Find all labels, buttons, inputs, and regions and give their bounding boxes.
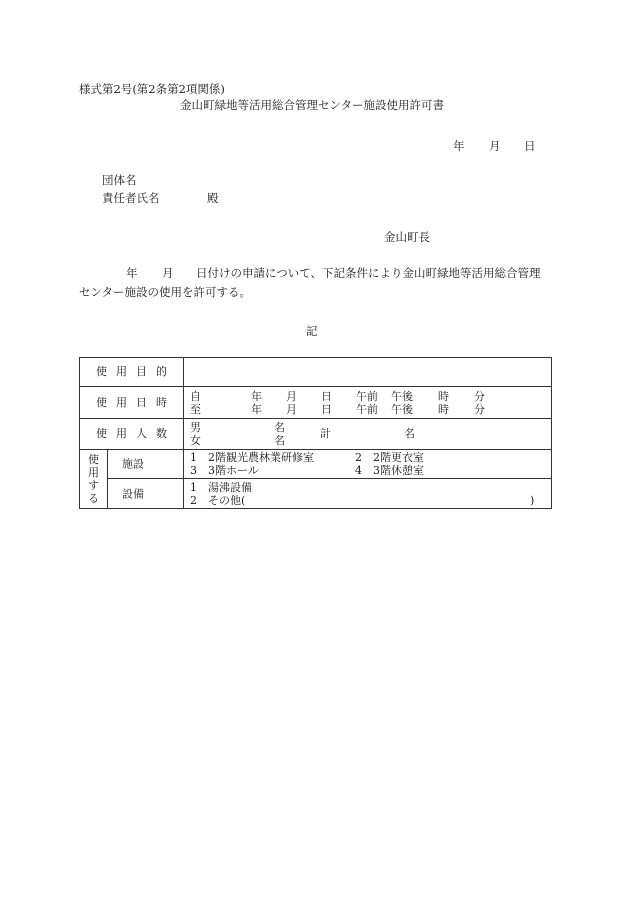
female-label: 女 [190,434,201,447]
total-label: 計 [320,427,331,440]
use-group-label: 使 用 す る [80,450,108,509]
equipment-1-name: 湯沸設備 [208,480,252,494]
equipment-2-num: 2 [190,493,197,507]
equipment-line-1 [190,481,551,494]
facility-label: 施設 [108,450,184,479]
people-row-female [190,434,551,447]
equipment-1-num: 1 [190,480,197,494]
equipment-row [80,479,552,509]
facility-1-name: 2階観光農林業研修室 [208,451,314,464]
date-day: 日 [524,139,536,153]
from-label: 自 [190,389,201,403]
org-name-label: 団体名 [102,173,137,187]
body-month: 月 [162,266,174,280]
male-label: 男 [190,421,201,434]
representative-label: 責任者氏名 [102,191,160,205]
document-title: 金山町緑地等活用総合管理センター施設使用許可書 [180,98,445,112]
facility-4-num: 4 [355,464,362,477]
to-day: 日 [321,402,332,416]
people-row [80,419,552,450]
equipment-label: 設備 [108,479,184,509]
from-day: 日 [321,389,332,403]
datetime-from [190,390,551,403]
purpose-value [184,358,552,387]
facility-1-num: 1 [190,451,197,464]
from-pm: 午後 [391,389,413,403]
to-month: 月 [286,402,297,416]
body-line1: 日付けの申請について、下記条件により金山町緑地等活用総合管理 [196,266,541,280]
to-am: 午前 [356,402,378,416]
from-hour: 時 [438,389,449,403]
body-year: 年 [126,266,138,280]
facility-3-name: 3階ホール [208,464,259,477]
purpose-label: 使用目的 [80,358,184,387]
datetime-to [190,403,551,416]
body-line2: センター施設の使用を許可する。 [79,285,252,299]
to-year: 年 [251,402,262,416]
facility-2-name: 2階更衣室 [373,451,424,464]
people-row-male [190,421,551,434]
equipment-line-2 [190,494,551,507]
purpose-row [80,358,552,387]
to-hour: 時 [438,402,449,416]
datetime-row [80,387,552,419]
female-unit: 名 [274,434,285,447]
people-label: 使用人数 [80,419,184,450]
equipment-2-name: その他( [208,493,246,507]
date-year: 年 [453,139,465,153]
facility-2-num: 2 [355,451,362,464]
facility-3-num: 3 [190,464,197,477]
facility-4-name: 3階休憩室 [373,464,424,477]
equipment-close-paren: ) [530,493,535,507]
permit-conditions-table [79,357,552,509]
ki-heading: 記 [306,324,318,338]
issuer: 金山町長 [384,230,430,244]
facility-line-1 [190,451,551,464]
datetime-value [184,387,552,419]
from-am: 午前 [356,389,378,403]
male-unit: 名 [274,421,285,434]
to-label: 至 [190,402,201,416]
from-year: 年 [251,389,262,403]
facility-line-2 [190,464,551,477]
facility-row [80,450,552,479]
from-month: 月 [286,389,297,403]
total-unit: 名 [404,427,415,440]
date-month: 月 [489,139,501,153]
to-pm: 午後 [391,402,413,416]
honorific: 殿 [207,191,219,205]
to-minute: 分 [474,402,485,416]
from-minute: 分 [474,389,485,403]
facility-list [184,450,552,479]
people-value [184,419,552,450]
datetime-label: 使用日時 [80,387,184,419]
equipment-list [184,479,552,509]
form-number: 様式第2号(第2条第2項関係) [79,82,225,96]
